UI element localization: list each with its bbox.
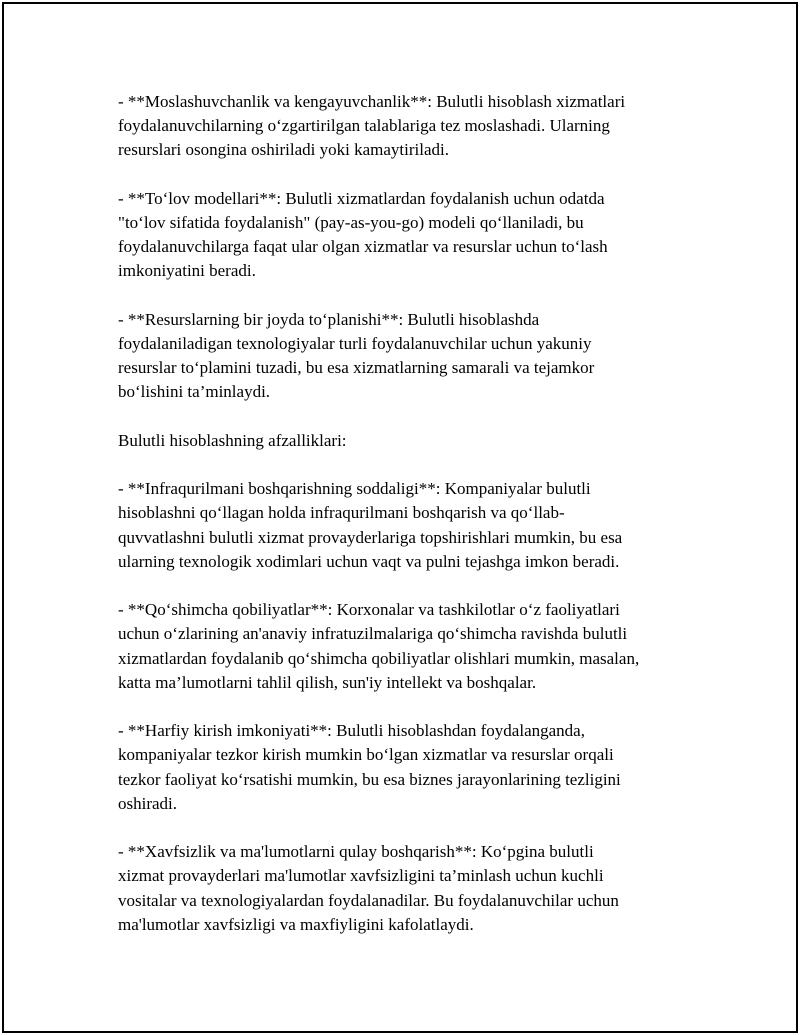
paragraph-infrastructure: - **Infraqurilmani boshqarishning soddaligi**: Kompaniyalar bulutli hisoblashni qo‘llagan holda infraqurilmani boshqarish va qo‘llab- quvvatlashni bulutli xizmat provayderlariga topshirishlari mumkin, bu esa ularning texnologik xodimlari uchun vaqt va pulni tejashga imkon beradi. bbox=[118, 479, 623, 571]
paragraph-additional-capabilities: - **Qo‘shimcha qobiliyatlar**: Korxonalar va tashkilotlar o‘z faoliyatlari uchun o‘zlarining an'anaviy infratuzilmalariga qo‘shimcha ravishda bulutli xizmatlardan foydalanib qo‘shimcha qobiliyatlar olishlari mumkin, masalan, katta ma’lumotlarni tahlil qilish, sun'iy intellekt va boshqalar. bbox=[118, 600, 640, 692]
paragraph-flexibility: - **Moslashuvchanlik va kengayuvchanlik**: Bulutli hisoblash xizmatlari foydalanuvchilarning o‘zgartirilgan talablariga tez moslashadi. Ularning resurslari osongina oshiriladi yoki kamaytiriladi. bbox=[118, 92, 626, 160]
document-body bbox=[118, 90, 698, 961]
paragraph-resource-pooling: - **Resurslarning bir joyda to‘planishi**: Bulutli hisoblashda foydalaniladigan texnologiyalar turli foydalanuvchilar uchun yakuniy resurslar to‘plamini tuzadi, bu esa xizmatlarning samarali va tejamkor bo‘lishini ta’minlaydi. bbox=[118, 309, 595, 402]
section-heading-advantages: Bulutli hisoblashning afzalliklari: bbox=[118, 430, 347, 450]
paragraph-security: - **Xavfsizlik va ma'lumotlarni qulay boshqarish**: Ko‘pgina bulutli xizmat provayderlari ma'lumotlar xavfsizligini ta’minlash uchun kuchli vositalar va texnologiyalardan foydalanadilar. Bu foydalanuvchilar uchun ma'lumotlar xavfsizligi va maxfiyligini kafolatlaydi. bbox=[118, 842, 619, 934]
paragraph-payment-models: - **To‘lov modellari**: Bulutli xizmatlardan foydalanish uchun odatda "to‘lov sifatida foydalanish" (pay-as-you-go) modeli qo‘llaniladi, bu foydalanuvchilarga faqat ular olgan xizmatlar va resurslar uchun to‘lash imkoniyatini beradi. bbox=[118, 188, 608, 281]
paragraph-fast-access: - **Harfiy kirish imkoniyati**: Bulutli hisoblashdan foydalanganda, kompaniyalar tezkor kirish mumkin bo‘lgan xizmatlar va resurslar orqali tezkor faoliyat ko‘rsatishi mumkin, bu esa biznes jarayonlarining tezligini oshiradi. bbox=[118, 721, 621, 813]
